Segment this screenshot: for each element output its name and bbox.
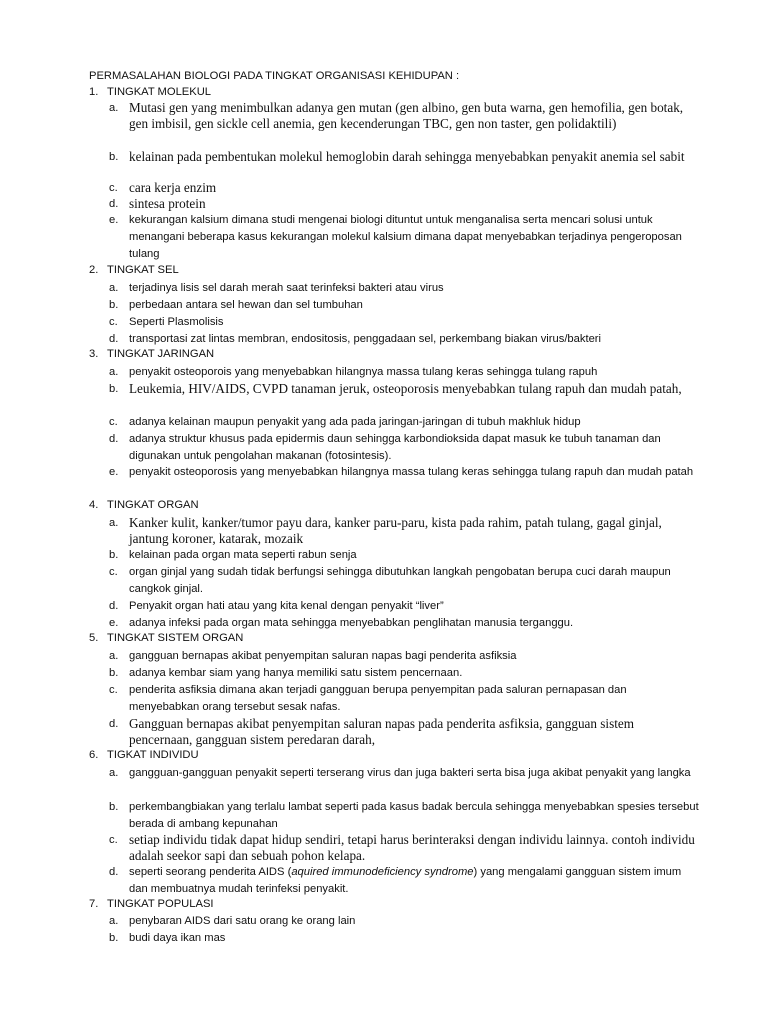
item-text: penderita asfiksia dimana akan terjadi gangguan berupa penyempitan pada saluran pernapasan dan menyebabkan orang tersebut sesak nafas.: [129, 684, 627, 713]
item-text: Leukemia, HIV/AIDS, CVPD tanaman jeruk, osteoporosis menyebabkan tulang rapuh dan mudah patah,: [129, 381, 682, 396]
item-text: setiap individu tidak dapat hidup sendiri, tetapi harus berinteraksi dengan individu lainnya. contoh individu adalah seekor sapi dan sebuah pohon kelapa.: [129, 832, 695, 863]
item-text: adanya kelainan maupun penyakit yang ada pada jaringan-jaringan di tubuh makhluk hidup: [129, 416, 581, 428]
item-letter: b.: [109, 549, 119, 561]
item-letter: b.: [109, 801, 119, 813]
item-text: kelainan pada organ mata seperti rabun senja: [129, 549, 357, 561]
item-letter: a.: [109, 282, 119, 294]
item-letter: a.: [109, 102, 119, 114]
item-letter: c.: [109, 416, 118, 428]
item-letter: e.: [109, 466, 119, 478]
item-text: Penyakit organ hati atau yang kita kenal dengan penyakit “liver”: [129, 600, 444, 612]
item-text: Seperti Plasmolisis: [129, 316, 224, 328]
item-text: adanya struktur khusus pada epidermis daun sehingga karbondioksida dapat masuk ke tubuh tanaman dan digunakan untuk pengolahan makanan (fotosintesis).: [129, 433, 661, 462]
section-number: 2.: [89, 264, 99, 276]
item-letter: b.: [109, 383, 119, 395]
item-letter: b.: [109, 299, 119, 311]
section-number: 5.: [89, 632, 99, 644]
item-text: Mutasi gen yang menimbulkan adanya gen mutan (gen albino, gen buta warna, gen hemofilia, gen botak, gen imbisil, gen sickle cell anemia, gen kecenderungan TBC, gen non taster, gen polidaktili): [129, 100, 684, 131]
item-letter: c.: [109, 182, 118, 194]
section-number: 6.: [89, 749, 99, 761]
section-heading: [89, 499, 199, 511]
item-text: kelainan pada pembentukan molekul hemoglobin darah sehingga menyebabkan penyakit anemia sel sabit: [129, 149, 685, 164]
item-text-part: seperti seorang penderita AIDS (: [129, 866, 292, 878]
section-number: 7.: [89, 898, 99, 910]
item-text: cara kerja enzim: [129, 180, 217, 195]
section-title: TINGKAT MOLEKUL: [107, 86, 212, 98]
item-letter: e.: [109, 617, 119, 629]
item-text: organ ginjal yang sudah tidak berfungsi sehingga dibutuhkan langkah pengobatan berupa cuci darah maupun cangkok ginjal.: [129, 566, 671, 595]
item-text: Kanker kulit, kanker/tumor payu dara, kanker paru-paru, kista pada rahim, patah tulang, gagal ginjal, jantung koroner, katarak, mozaik: [129, 515, 662, 546]
item-text: gangguan-gangguan penyakit seperti terserang virus dan juga bakteri serta bisa juga akibat penyakit yang langka: [129, 767, 691, 779]
section-heading: [89, 264, 179, 276]
item-letter: a.: [109, 915, 119, 927]
item-letter: c.: [109, 566, 118, 578]
item-letter: d.: [109, 333, 119, 345]
section-heading: [89, 348, 214, 360]
item-letter: d.: [109, 718, 119, 730]
section-heading: [89, 632, 243, 644]
item-letter: a.: [109, 650, 119, 662]
item-text: sintesa protein: [129, 196, 206, 211]
item-text: penyakit osteoporosis yang menyebabkan hilangnya massa tulang keras sehingga tulang rapuh dan mudah patah: [129, 466, 694, 478]
section-heading: [89, 749, 199, 761]
item-text: terjadinya lisis sel darah merah saat terinfeksi bakteri atau virus: [129, 282, 444, 294]
item-text: adanya infeksi pada organ mata sehingga menyebabkan penglihatan manusia terganggu.: [129, 617, 574, 629]
item-text: penyakit osteoporois yang menyebabkan hilangnya massa tulang keras sehingga tulang rapuh: [129, 366, 598, 378]
item-letter: a.: [109, 366, 119, 378]
item-letter: d.: [109, 198, 119, 210]
item-text: penybaran AIDS dari satu orang ke orang lain: [129, 915, 356, 927]
section-title: TINGKAT ORGAN: [107, 499, 199, 511]
item-letter: a.: [109, 517, 119, 529]
item-letter: a.: [109, 767, 119, 779]
section-title: TINGKAT JARINGAN: [107, 348, 215, 360]
item-letter: c.: [109, 684, 118, 696]
section-number: 4.: [89, 499, 99, 511]
item-text: gangguan bernapas akibat penyempitan saluran napas bagi penderita asfiksia: [129, 650, 517, 662]
item-letter: b.: [109, 667, 119, 679]
item-letter: c.: [109, 834, 118, 846]
item-text-part: ) yang mengalami gangguan sistem imum dan membuatnya mudah terinfeksi penyakit.: [129, 866, 682, 895]
item-letter: c.: [109, 316, 118, 328]
item-letter: d.: [109, 600, 119, 612]
item-letter: b.: [109, 932, 119, 944]
item-letter: e.: [109, 214, 119, 226]
item-letter: b.: [109, 151, 119, 163]
item-text-italic: aquired immunodeficiency syndrome: [291, 866, 474, 878]
section-heading: [89, 898, 214, 910]
section-heading: [89, 86, 211, 98]
section-title: TIGKAT INDIVIDU: [107, 749, 199, 761]
item-text: kekurangan kalsium dimana studi mengenai biologi dituntut untuk menganalisa serta mencari solusi untuk menangani beberapa kasus kekurangan molekul kalsium dimana dapat menyebabkan terjadinya pengeroposan tulang: [129, 214, 682, 260]
item-letter: d.: [109, 433, 119, 445]
item-text: budi daya ikan mas: [129, 932, 226, 944]
item-text: perbedaan antara sel hewan dan sel tumbuhan: [129, 299, 363, 311]
document-title: PERMASALAHAN BIOLOGI PADA TINGKAT ORGANISASI KEHIDUPAN :: [89, 70, 460, 82]
item-text: Gangguan bernapas akibat penyempitan saluran napas pada penderita asfiksia, gangguan sistem pencernaan, gangguan sistem peredaran darah,: [129, 716, 634, 747]
section-title: TINGKAT SISTEM ORGAN: [107, 632, 244, 644]
item-text: transportasi zat lintas membran, endositosis, penggadaan sel, perkembang biakan virus/bakteri: [129, 333, 601, 345]
item-text: [129, 864, 699, 898]
section-number: 3.: [89, 348, 99, 360]
section-title: TINGKAT SEL: [107, 264, 179, 276]
item-text: adanya kembar siam yang hanya memiliki satu sistem pencernaan.: [129, 667, 463, 679]
section-number: 1.: [89, 86, 99, 98]
item-letter: d.: [109, 866, 119, 878]
item-text: perkembangbiakan yang terlalu lambat seperti pada kasus badak bercula sehingga menyebabkan spesies tersebut berada di ambang kepunahan: [129, 801, 699, 830]
section-title: TINGKAT POPULASI: [107, 898, 214, 910]
